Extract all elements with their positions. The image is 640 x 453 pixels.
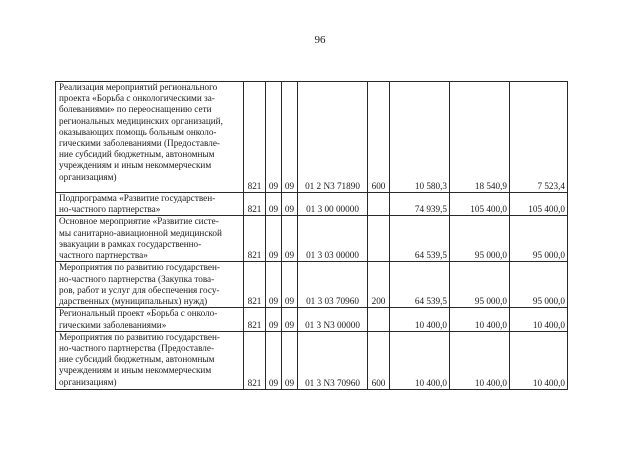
subsection-cell: 09 <box>282 216 298 262</box>
ministry-code-cell: 821 <box>244 308 266 331</box>
row-name-line: эвакуации в рамках государственно- <box>59 238 202 249</box>
amount-year2-cell: 10 400,0 <box>450 308 510 331</box>
section-cell: 09 <box>266 331 282 389</box>
amount-year3-cell: 95 000,0 <box>510 262 568 308</box>
amount-year1-cell: 10 400,0 <box>390 331 450 389</box>
section-cell: 09 <box>266 193 282 216</box>
row-name-line: Мероприятия по развитию государствен- <box>59 262 220 273</box>
amount-year3-cell: 7 523,4 <box>510 82 568 193</box>
row-name-line: ние субсидий бюджетным, автономным <box>59 149 215 160</box>
expense-type-cell: 600 <box>368 82 390 193</box>
row-name-line: Основное мероприятие «Развитие систе- <box>59 216 219 227</box>
target-article-cell: 01 2 N3 71890 <box>298 82 368 193</box>
subsection-cell: 09 <box>282 262 298 308</box>
row-name-line: дарственных (муниципальных) нужд) <box>59 296 208 307</box>
table-row <box>56 308 568 331</box>
amount-year2-cell: 18 540,9 <box>450 82 510 193</box>
row-name-line: организациям) <box>59 171 117 182</box>
amount-year1-cell: 74 939,5 <box>390 193 450 216</box>
table-row <box>56 262 568 308</box>
target-article-cell: 01 3 N3 70960 <box>298 331 368 389</box>
section-cell: 09 <box>266 82 282 193</box>
expense-type-cell <box>368 308 390 331</box>
row-name-line: проекта «Борьба с онкологическими за- <box>59 93 215 104</box>
row-name-cell <box>56 193 244 216</box>
ministry-code-cell: 821 <box>244 82 266 193</box>
target-article-cell: 01 3 00 00000 <box>298 193 368 216</box>
amount-year2-cell: 95 000,0 <box>450 216 510 262</box>
row-name-line: организациям) <box>59 376 117 387</box>
section-cell: 09 <box>266 262 282 308</box>
amount-year2-cell: 95 000,0 <box>450 262 510 308</box>
expense-type-cell <box>368 216 390 262</box>
target-article-cell: 01 3 03 00000 <box>298 216 368 262</box>
ministry-code-cell: 821 <box>244 262 266 308</box>
row-name-line: мы санитарно-авиационной медицинской <box>59 227 222 238</box>
subsection-cell: 09 <box>282 331 298 389</box>
row-name-cell <box>56 331 244 389</box>
row-name-line: но-частного партнерства» <box>59 204 161 215</box>
row-name-cell <box>56 262 244 308</box>
ministry-code-cell: 821 <box>244 216 266 262</box>
table-row <box>56 216 568 262</box>
row-name-line: учреждениям и иным некоммерческим <box>59 365 212 376</box>
ministry-code-cell: 821 <box>244 331 266 389</box>
row-name-line: ние субсидий бюджетным, автономным <box>59 354 215 365</box>
target-article-cell: 01 3 N3 00000 <box>298 308 368 331</box>
row-name-line: Подпрограмма «Развитие государствен- <box>59 193 216 203</box>
table-row <box>56 193 568 216</box>
row-name-line: региональных медицинских организаций, <box>59 115 223 126</box>
page-number: 96 <box>314 34 326 46</box>
expense-type-cell <box>368 193 390 216</box>
table-row <box>56 82 568 193</box>
amount-year3-cell: 10 400,0 <box>510 331 568 389</box>
subsection-cell: 09 <box>282 308 298 331</box>
row-name-line: гическими заболеваниями (Предоставле- <box>59 138 220 149</box>
amount-year1-cell: 64 539,5 <box>390 216 450 262</box>
row-name-line: ров, работ и услуг для обеспечения госу- <box>59 284 220 295</box>
row-name-line: учреждениям и иным некоммерческим <box>59 160 212 171</box>
row-name-line: но-частного партнерства (Предоставле- <box>59 343 215 354</box>
table-row <box>56 331 568 389</box>
amount-year1-cell: 64 539,5 <box>390 262 450 308</box>
amount-year3-cell: 105 400,0 <box>510 193 568 216</box>
row-name-line: Реализация мероприятий регионального <box>59 82 218 92</box>
row-name-line: Мероприятия по развитию государствен- <box>59 331 220 342</box>
table-body <box>56 82 568 390</box>
row-name-line: болеваниями» по переоснащению сети <box>59 104 212 115</box>
section-cell: 09 <box>266 308 282 331</box>
amount-year2-cell: 105 400,0 <box>450 193 510 216</box>
budget-table <box>55 81 568 390</box>
amount-year1-cell: 10 400,0 <box>390 308 450 331</box>
row-name-line: частного партнерства» <box>59 250 148 261</box>
row-name-line: гическими заболеваниями» <box>59 319 167 330</box>
expense-type-cell: 600 <box>368 331 390 389</box>
amount-year2-cell: 10 400,0 <box>450 331 510 389</box>
amount-year3-cell: 10 400,0 <box>510 308 568 331</box>
row-name-line: Региональный проект «Борьба с онколо- <box>59 308 218 319</box>
subsection-cell: 09 <box>282 82 298 193</box>
section-cell: 09 <box>266 216 282 262</box>
amount-year1-cell: 10 580,3 <box>390 82 450 193</box>
target-article-cell: 01 3 03 70960 <box>298 262 368 308</box>
subsection-cell: 09 <box>282 193 298 216</box>
expense-type-cell: 200 <box>368 262 390 308</box>
row-name-line: но-частного партнерства (Закупка това- <box>59 273 215 284</box>
row-name-cell <box>56 82 244 193</box>
row-name-cell <box>56 308 244 331</box>
amount-year3-cell: 95 000,0 <box>510 216 568 262</box>
row-name-line: оказывающих помощь больным онколо- <box>59 126 217 137</box>
row-name-cell <box>56 216 244 262</box>
ministry-code-cell: 821 <box>244 193 266 216</box>
